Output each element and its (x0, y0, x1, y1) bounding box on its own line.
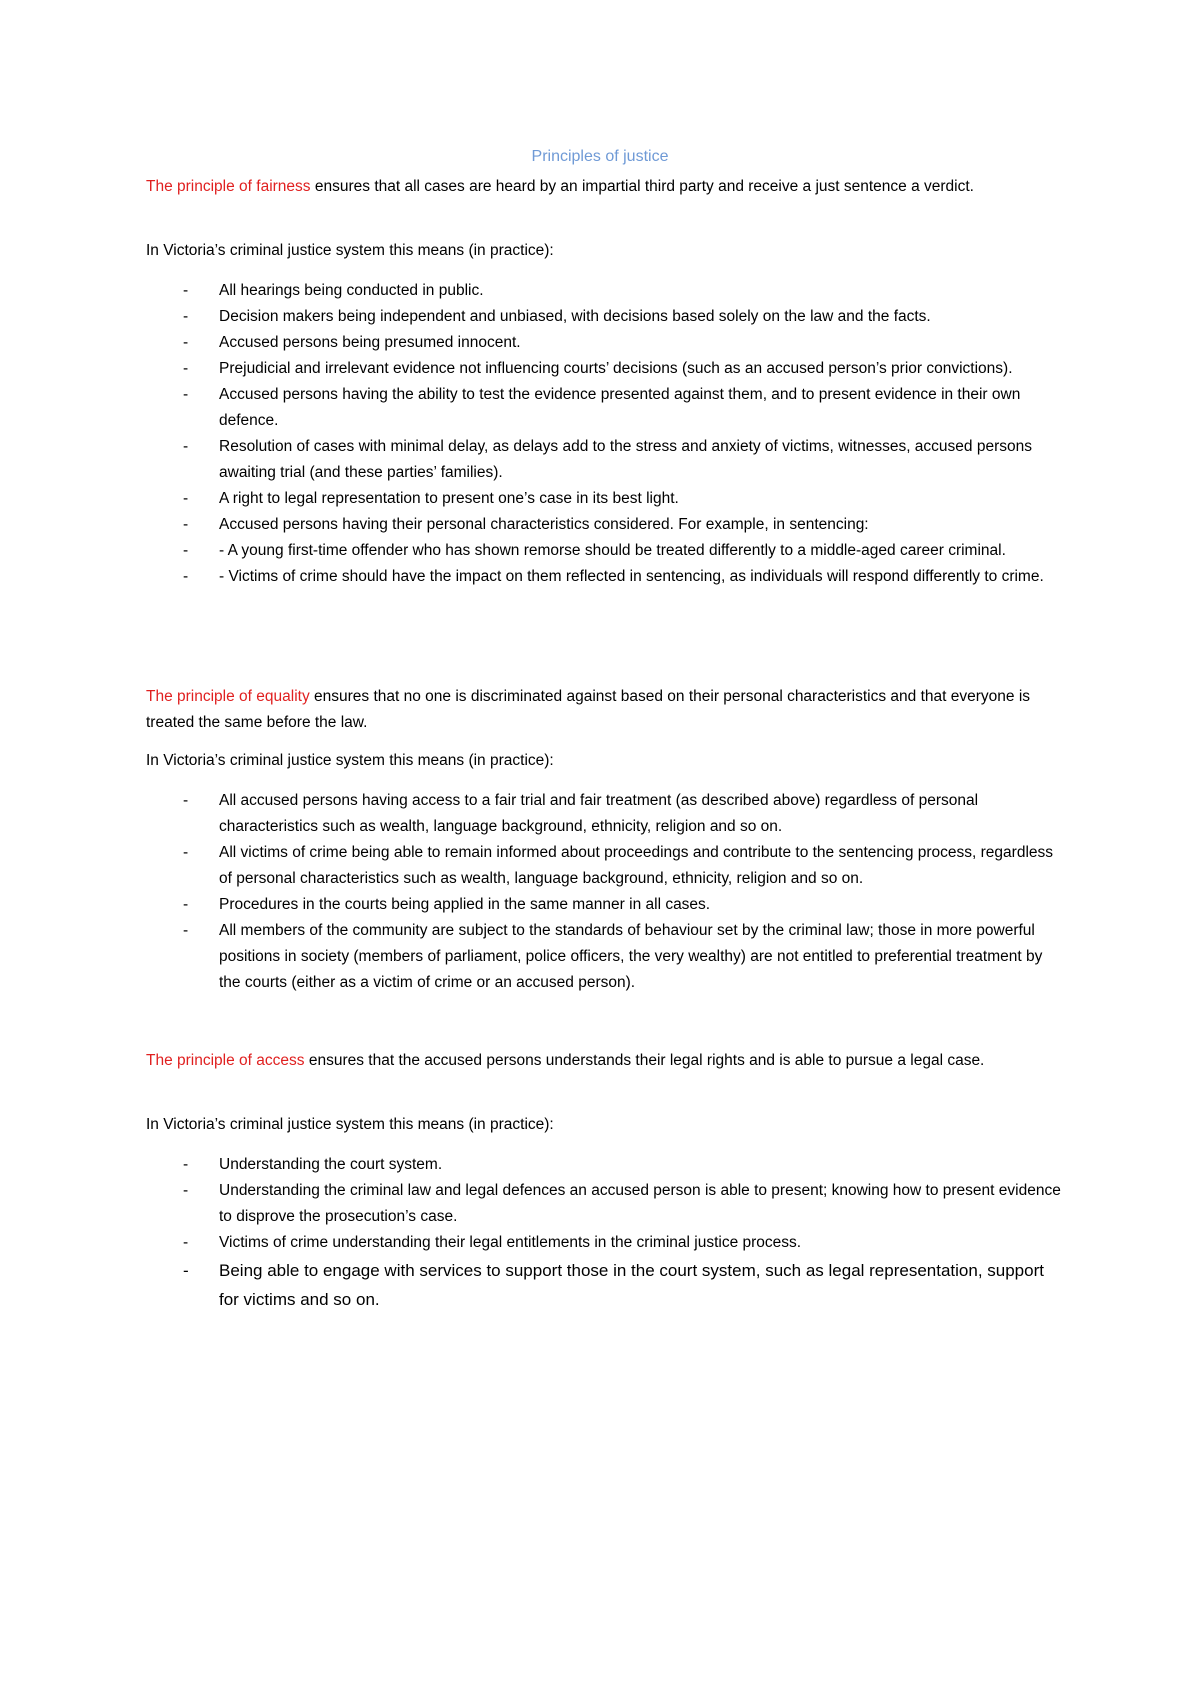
list-item: - Understanding the court system. (146, 1152, 1066, 1178)
access-intro: In Victoria’s criminal justice system this means (in practice): (146, 1116, 554, 1133)
fairness-lead: The principle of fairness (146, 178, 311, 195)
list-item: - Victims of crime understanding their legal entitlements in the criminal justice process. (146, 1230, 1066, 1256)
list-item: - All hearings being conducted in public. (146, 278, 1066, 304)
list-item: - All accused persons having access to a fair trial and fair treatment (as described above) regardless of personal characteristics such as wealth, language background, ethnicity, religion and so on. (146, 788, 1066, 840)
list-item: - All members of the community are subject to the standards of behaviour set by the criminal law; those in more powerful positions in society (members of parliament, police officers, the very wealthy) are not entitled to preferential treatment by the courts (either as a victim of crime or an accused person). (146, 918, 1066, 996)
list-item: - Accused persons being presumed innocent. (146, 330, 1066, 356)
equality-paragraph (146, 684, 1066, 736)
list-item: - All victims of crime being able to remain informed about proceedings and contribute to the sentencing process, regardless of personal characteristics such as wealth, language background, ethnicity, religion and so on. (146, 840, 1066, 892)
equality-list (146, 788, 1066, 996)
list-item: - Being able to engage with services to support those in the court system, such as legal representation, support for victims and so on. (146, 1256, 1066, 1314)
access-paragraph (146, 1048, 1066, 1074)
equality-lead: The principle of equality (146, 688, 310, 705)
list-item: - Procedures in the courts being applied in the same manner in all cases. (146, 892, 1066, 918)
equality-intro: In Victoria’s criminal justice system this means (in practice): (146, 752, 554, 769)
access-list (146, 1152, 1066, 1314)
access-lead: The principle of access (146, 1052, 305, 1069)
document-title: Principles of justice (531, 148, 669, 165)
list-item: - - Victims of crime should have the impact on them reflected in sentencing, as individuals will respond differently to crime. (146, 564, 1066, 590)
fairness-paragraph (146, 174, 1066, 200)
fairness-intro: In Victoria’s criminal justice system this means (in practice): (146, 242, 554, 259)
list-item: - Decision makers being independent and unbiased, with decisions based solely on the law and the facts. (146, 304, 1066, 330)
list-item: - Accused persons having their personal characteristics considered. For example, in sentencing: (146, 512, 1066, 538)
list-item: - A right to legal representation to present one’s case in its best light. (146, 486, 1066, 512)
list-item: - Understanding the criminal law and legal defences an accused person is able to present; knowing how to present evidence to disprove the prosecution’s case. (146, 1178, 1066, 1230)
list-item: - Accused persons having the ability to test the evidence presented against them, and to present evidence in their own defence. (146, 382, 1066, 434)
list-item: - - A young first-time offender who has shown remorse should be treated differently to a middle-aged career criminal. (146, 538, 1066, 564)
list-item: - Resolution of cases with minimal delay, as delays add to the stress and anxiety of victims, witnesses, accused persons awaiting trial (and these parties’ families). (146, 434, 1066, 486)
fairness-text: ensures that all cases are heard by an impartial third party and receive a just sentence a verdict. (310, 178, 974, 195)
list-item: - Prejudicial and irrelevant evidence not influencing courts’ decisions (such as an accused person’s prior convictions). (146, 356, 1066, 382)
access-text: ensures that the accused persons understands their legal rights and is able to pursue a legal case. (304, 1052, 985, 1069)
fairness-list (146, 278, 1066, 590)
equality-text: ensures that no one is discriminated against based on their personal characteristics and that everyone is treated the same before the law. (146, 688, 1031, 731)
